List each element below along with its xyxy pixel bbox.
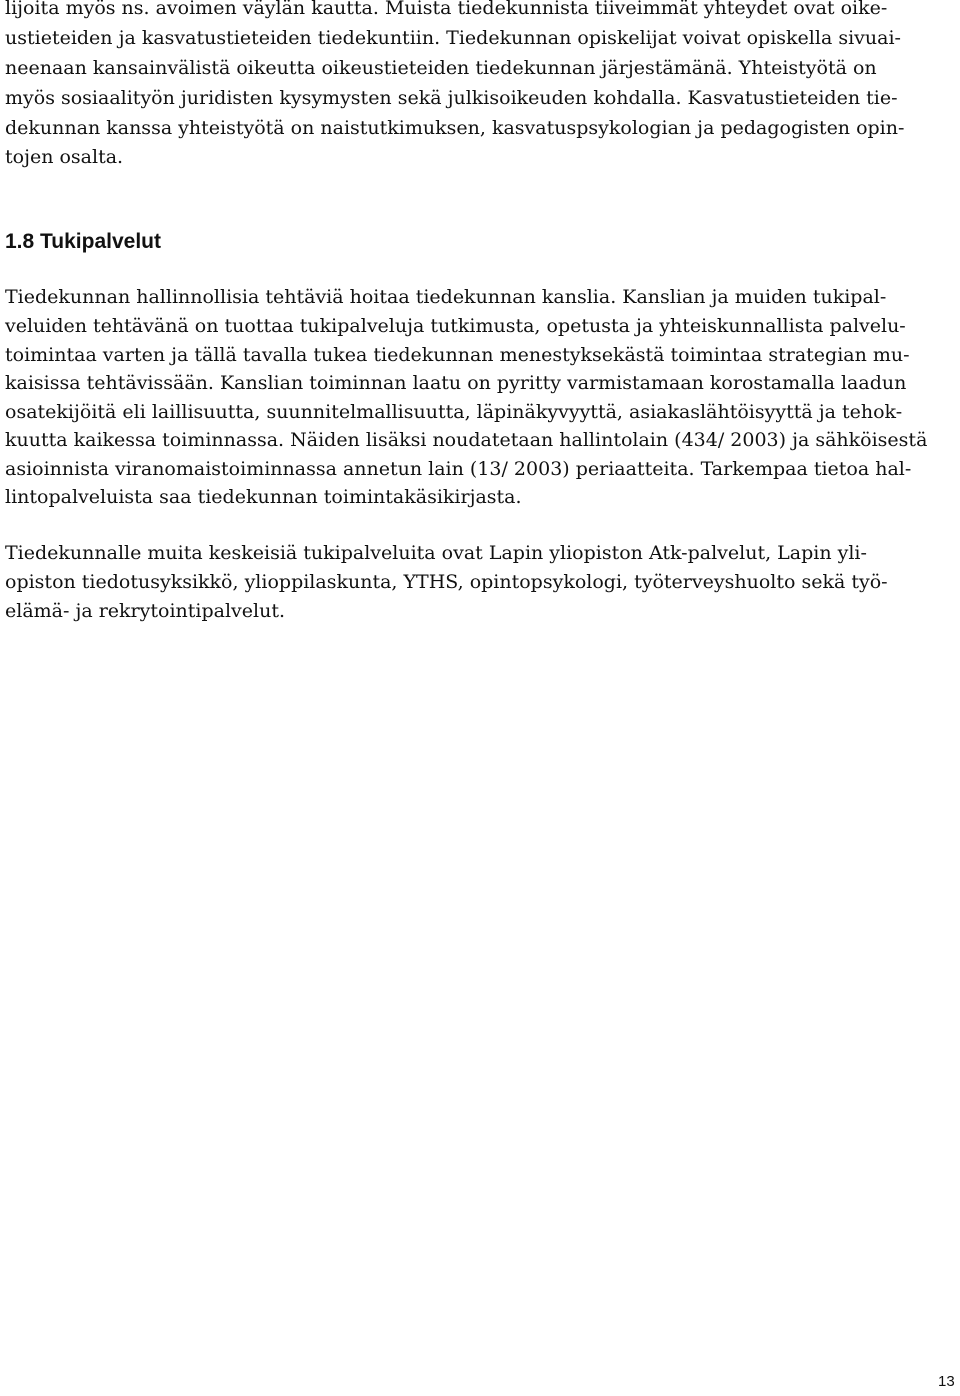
text-line: neenaan kansainvälistä oikeutta oikeustieteiden tiedekunnan järjestämänä. Yhteistyötä on: [5, 57, 877, 79]
text-line: kaisissa tehtävissään. Kanslian toiminnan laatu on pyritty varmistamaan korostamalla laadun: [5, 372, 907, 394]
text-line: Tiedekunnalle muita keskeisiä tukipalveluita ovat Lapin yliopiston Atk-palvelut, Lapin yli-: [5, 542, 867, 564]
section-heading: 1.8 Tukipalvelut: [5, 230, 161, 253]
text-line: lintopalveluista saa tiedekunnan toimintakäsikirjasta.: [5, 486, 522, 508]
text-line: tojen osalta.: [5, 146, 124, 168]
text-line: asioinnista viranomaistoiminnassa annetun lain (13/ 2003) periaatteita. Tarkempaa tietoa hal-: [5, 458, 912, 480]
page-number: 13: [938, 1373, 955, 1390]
text-line: osatekijöitä eli laillisuutta, suunnitelmallisuutta, läpinäkyvyyttä, asiakaslähtöisyyttä ja tehok-: [5, 401, 903, 423]
text-line: myös sosiaalityön juridisten kysymysten sekä julkisoikeuden kohdalla. Kasvatustieteiden tie-: [5, 87, 898, 109]
text-line: lijoita myös ns. avoimen väylän kautta. Muista tiedekunnista tiiveimmät yhteydet ovat oike-: [5, 0, 888, 19]
text-line: kuutta kaikessa toiminnassa. Näiden lisäksi noudatetaan hallintolain (434/ 2003) ja sähköisestä: [5, 429, 928, 451]
text-line: veluiden tehtävänä on tuottaa tukipalveluja tutkimusta, opetusta ja yhteiskunnallista palvelu-: [5, 315, 906, 337]
text-line: elämä- ja rekrytointipalvelut.: [5, 600, 285, 622]
text-line: ustieteiden ja kasvatustieteiden tiedekuntiin. Tiedekunnan opiskelijat voivat opiskella sivuai-: [5, 27, 901, 49]
text-line: toimintaa varten ja tällä tavalla tukea tiedekunnan menestyksekästä toimintaa strategian mu-: [5, 344, 910, 366]
text-line: dekunnan kanssa yhteistyötä on naistutkimuksen, kasvatuspsykologian ja pedagogisten opin-: [5, 117, 905, 139]
text-line: opiston tiedotusyksikkö, ylioppilaskunta, YTHS, opintopsykologi, työterveyshuolto sekä työ-: [5, 571, 888, 593]
text-line: Tiedekunnan hallinnollisia tehtäviä hoitaa tiedekunnan kanslia. Kanslian ja muiden tukipal-: [5, 286, 887, 308]
